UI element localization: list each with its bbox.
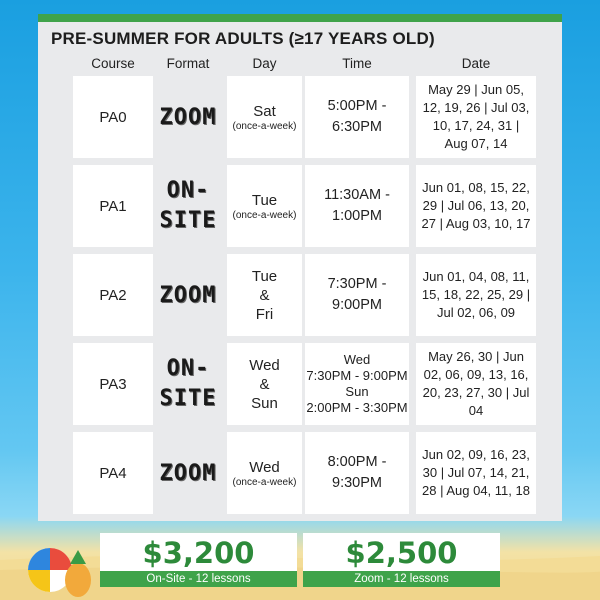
date-cell <box>416 343 536 425</box>
day-label: Sat <box>253 102 276 120</box>
time-line: 7:30PM - 9:00PM <box>306 368 408 383</box>
day-cell <box>227 76 302 158</box>
course-code: PA3 <box>99 375 127 393</box>
day-frequency: (once-a-week) <box>232 209 297 221</box>
date-line: Jul 02, 06, 09 <box>436 305 516 320</box>
beach-ball-icon <box>28 548 72 592</box>
price-amount: $2,500 <box>345 536 458 570</box>
format-cell <box>153 165 223 247</box>
time-line: 8:00PM - <box>327 454 387 470</box>
header-day: Day <box>252 56 277 71</box>
day-ampersand: & <box>259 375 270 393</box>
format-onsite-label: ON- <box>166 356 210 381</box>
time-cell <box>305 165 409 247</box>
time-line: 11:30AM - <box>324 187 390 203</box>
time-cell <box>305 254 409 336</box>
date-line: 29 | Jul 06, 13, 20, <box>422 198 530 213</box>
day-label: Fri <box>255 305 274 323</box>
time-line: 6:30PM <box>332 119 382 135</box>
course-cell <box>73 343 153 425</box>
date-cell <box>416 165 536 247</box>
time-cell <box>305 343 409 425</box>
time-line: 1:00PM <box>332 208 382 224</box>
price-description: Zoom - 12 lessons <box>303 571 500 587</box>
date-line: 27 | Aug 03, 10, 17 <box>421 216 531 231</box>
panel-top-bar <box>38 14 562 22</box>
time-cell <box>305 76 409 158</box>
header-format: Format <box>166 56 210 71</box>
date-cell <box>416 432 536 514</box>
format-onsite-label: SITE <box>159 208 217 233</box>
page-title: PRE-SUMMER FOR ADULTS (≥17 YEARS OLD) <box>51 29 435 48</box>
time-line: 7:30PM - <box>327 276 387 292</box>
date-line: 02, 06, 09, 13, 16, <box>423 367 529 382</box>
course-code: PA2 <box>99 286 127 304</box>
format-zoom-label: ZOOM <box>159 104 217 130</box>
header-time: Time <box>342 56 372 71</box>
day-label: Sun <box>251 394 278 412</box>
course-cell <box>73 165 153 247</box>
format-onsite-label: SITE <box>159 386 217 411</box>
time-line: 5:00PM - <box>327 98 387 114</box>
time-line: 2:00PM - 3:30PM <box>306 400 408 415</box>
format-cell <box>153 432 223 514</box>
time-line: 9:30PM <box>332 475 382 491</box>
course-code: PA4 <box>99 464 127 482</box>
date-line: 28 | Aug 04, 11, 18 <box>422 483 530 498</box>
date-cell <box>416 76 536 158</box>
day-frequency: (once-a-week) <box>232 476 297 488</box>
header-date: Date <box>461 56 491 71</box>
beach-decoration <box>0 530 600 600</box>
price-card-zoom <box>303 533 500 587</box>
price-description: On-Site - 12 lessons <box>100 571 297 587</box>
date-line: 04 <box>468 403 484 418</box>
time-line: Sun <box>345 384 369 399</box>
date-line: 15, 18, 22, 25, 29 | <box>421 287 531 302</box>
header-course: Course <box>91 56 135 71</box>
date-line: 10, 17, 24, 31 | <box>432 118 520 133</box>
day-label: Tue <box>251 267 278 285</box>
date-line: Aug 07, 14 <box>444 136 508 151</box>
course-cell <box>73 76 153 158</box>
date-line: May 29 | Jun 05, <box>428 82 524 97</box>
day-ampersand: & <box>259 286 270 304</box>
format-cell <box>153 343 223 425</box>
day-cell <box>227 165 302 247</box>
price-card-onsite <box>100 533 297 587</box>
course-code: PA0 <box>99 108 127 126</box>
format-cell <box>153 254 223 336</box>
day-cell <box>227 432 302 514</box>
course-code: PA1 <box>99 197 127 215</box>
day-cell <box>227 254 302 336</box>
time-line: 9:00PM <box>332 297 382 313</box>
format-zoom-label: ZOOM <box>159 460 217 486</box>
course-cell <box>73 254 153 336</box>
format-zoom-label: ZOOM <box>159 282 217 308</box>
date-line: May 26, 30 | Jun <box>428 349 524 364</box>
date-line: 12, 19, 26 | Jul 03, <box>422 100 530 115</box>
day-cell <box>227 343 302 425</box>
date-line: Jun 01, 04, 08, 11, <box>422 269 530 284</box>
time-line: Wed <box>343 352 371 367</box>
date-line: 30 | Jul 07, 14, 21, <box>422 465 530 480</box>
price-amount: $3,200 <box>142 536 255 570</box>
format-onsite-label: ON- <box>166 178 210 203</box>
time-cell <box>305 432 409 514</box>
date-line: Jun 01, 08, 15, 22, <box>422 180 530 195</box>
day-frequency: (once-a-week) <box>232 120 297 132</box>
day-label: Wed <box>249 356 280 374</box>
day-label: Wed <box>249 458 280 476</box>
course-cell <box>73 432 153 514</box>
day-label: Tue <box>251 191 278 209</box>
format-cell <box>153 76 223 158</box>
date-line: Jun 02, 09, 16, 23, <box>422 447 530 462</box>
date-line: 20, 23, 27, 30 | Jul <box>422 385 530 400</box>
date-cell <box>416 254 536 336</box>
